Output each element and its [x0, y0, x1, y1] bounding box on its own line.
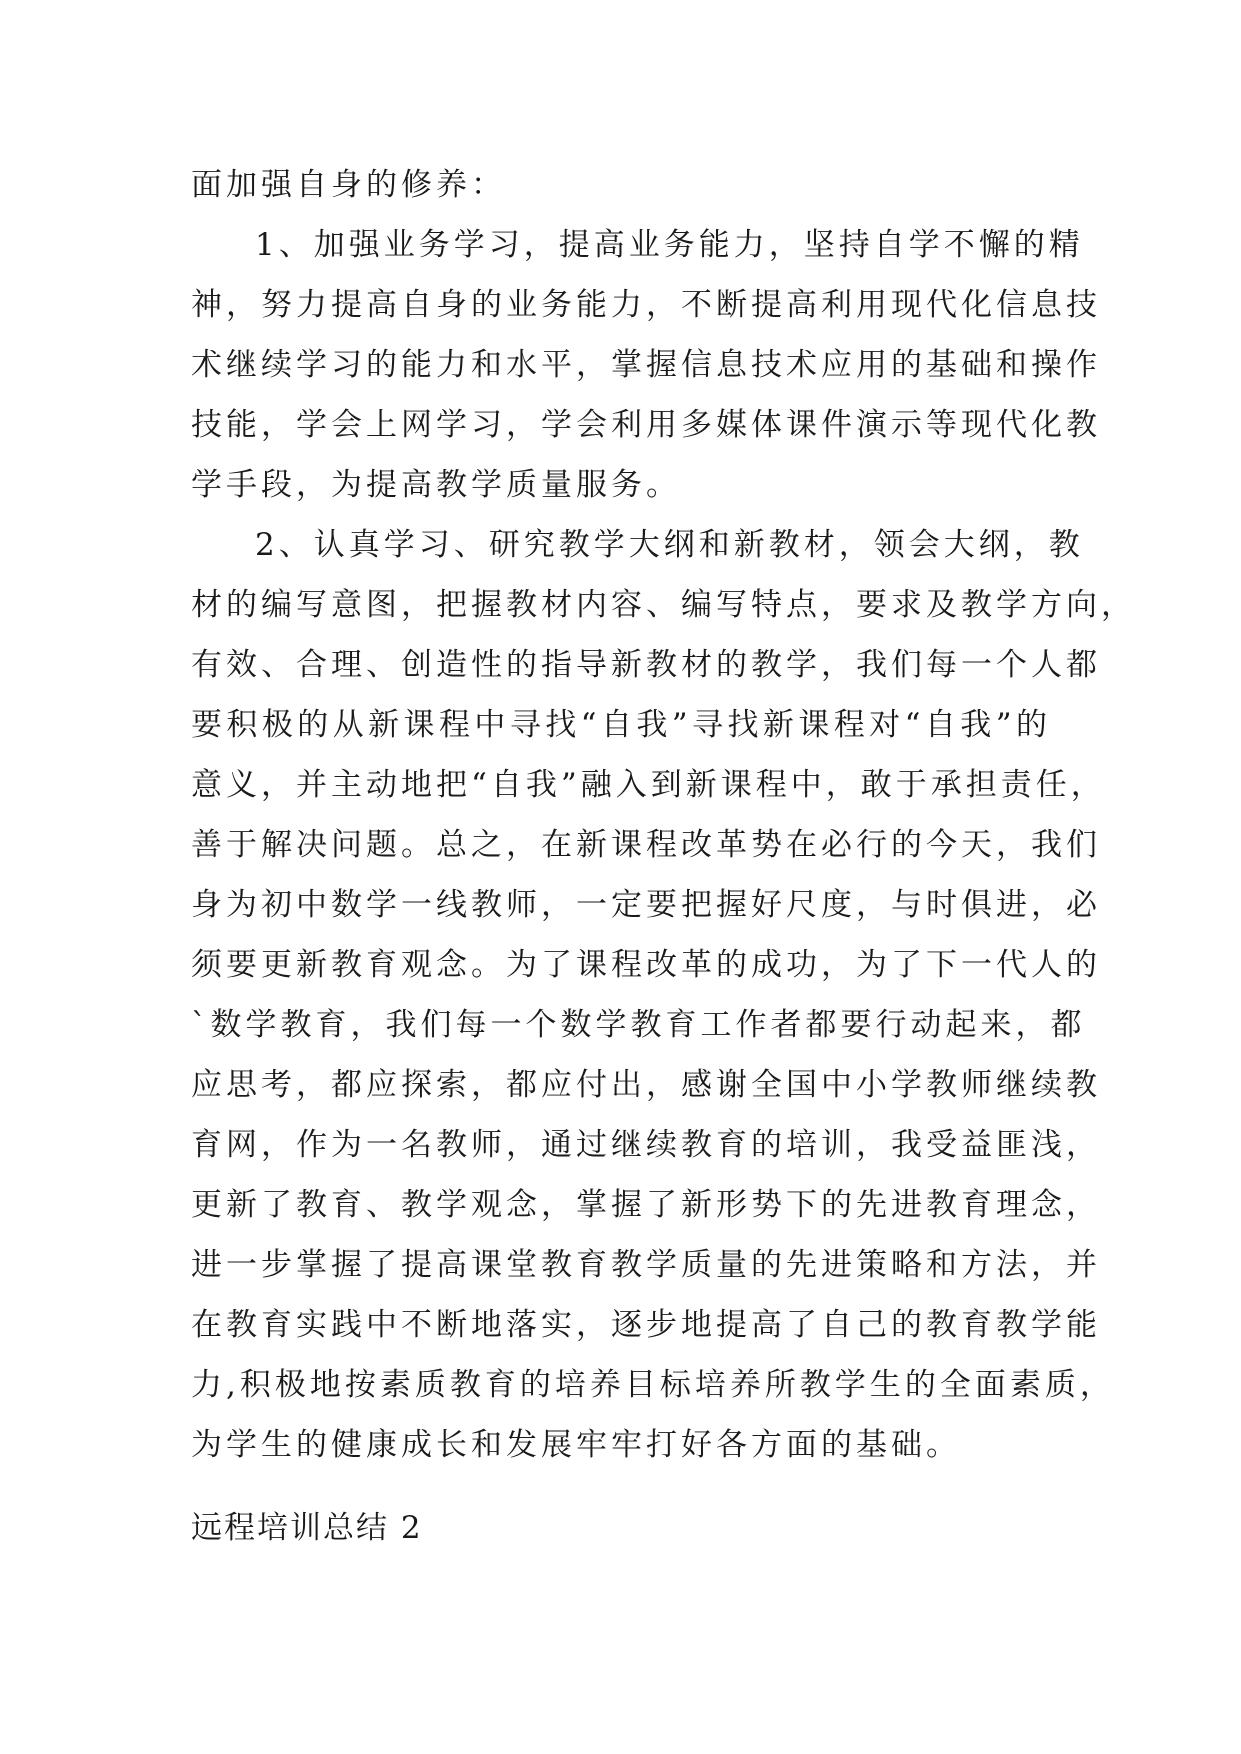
text-line: 面加强自身的修养： [191, 167, 506, 203]
text-line: 进一步掌握了提高课堂教育教学质量的先进策略和方法，并 [191, 1247, 1101, 1283]
text-line: 身为初中数学一线教师，一定要把握好尺度，与时俱进，必 [191, 887, 1101, 923]
text-line: 育网，作为一名教师，通过继续教育的培训，我受益匪浅， [191, 1127, 1101, 1163]
text-line: 有效、合理、创造性的指导新教材的教学，我们每一个人都 [191, 647, 1101, 683]
text-line: 在教育实践中不断地落实，逐步地提高了自己的教育教学能 [191, 1307, 1101, 1343]
text-line: 须要更新教育观念。为了课程改革的成功，为了下一代人的 [191, 947, 1101, 983]
text-line: 学手段，为提高教学质量服务。 [191, 467, 681, 503]
text-line: 1、加强业务学习，提高业务能力，坚持自学不懈的精 [255, 227, 1084, 263]
text-line: 材的编写意图，把握教材内容、编写特点，要求及教学方向， [191, 587, 1136, 623]
text-line: 力,积极地按素质教育的培养目标培养所教学生的全面素质， [191, 1367, 1115, 1403]
text-line: 2、认真学习、研究教学大纲和新教材，领会大纲，教 [255, 527, 1084, 563]
text-line: `数学教育，我们每一个数学教育工作者都要行动起来，都 [191, 1007, 1086, 1043]
text-line: 为学生的健康成长和发展牢牢打好各方面的基础。 [191, 1427, 961, 1463]
text-line: 更新了教育、教学观念，掌握了新形势下的先进教育理念， [191, 1187, 1101, 1223]
section-heading: 远程培训总结 2 [191, 1510, 423, 1546]
text-line: 善于解决问题。总之，在新课程改革势在必行的今天，我们 [191, 827, 1101, 863]
text-line: 意义，并主动地把“自我”融入到新课程中，敢于承担责任， [191, 767, 1106, 803]
text-line: 神，努力提高自身的业务能力，不断提高利用现代化信息技 [191, 287, 1101, 323]
text-line: 技能，学会上网学习，学会利用多媒体课件演示等现代化教 [191, 407, 1101, 443]
text-line: 要积极的从新课程中寻找“自我”寻找新课程对“自我”的 [191, 707, 1051, 743]
text-line: 应思考，都应探索，都应付出，感谢全国中小学教师继续教 [191, 1067, 1101, 1103]
text-line: 术继续学习的能力和水平，掌握信息技术应用的基础和操作 [191, 347, 1101, 383]
